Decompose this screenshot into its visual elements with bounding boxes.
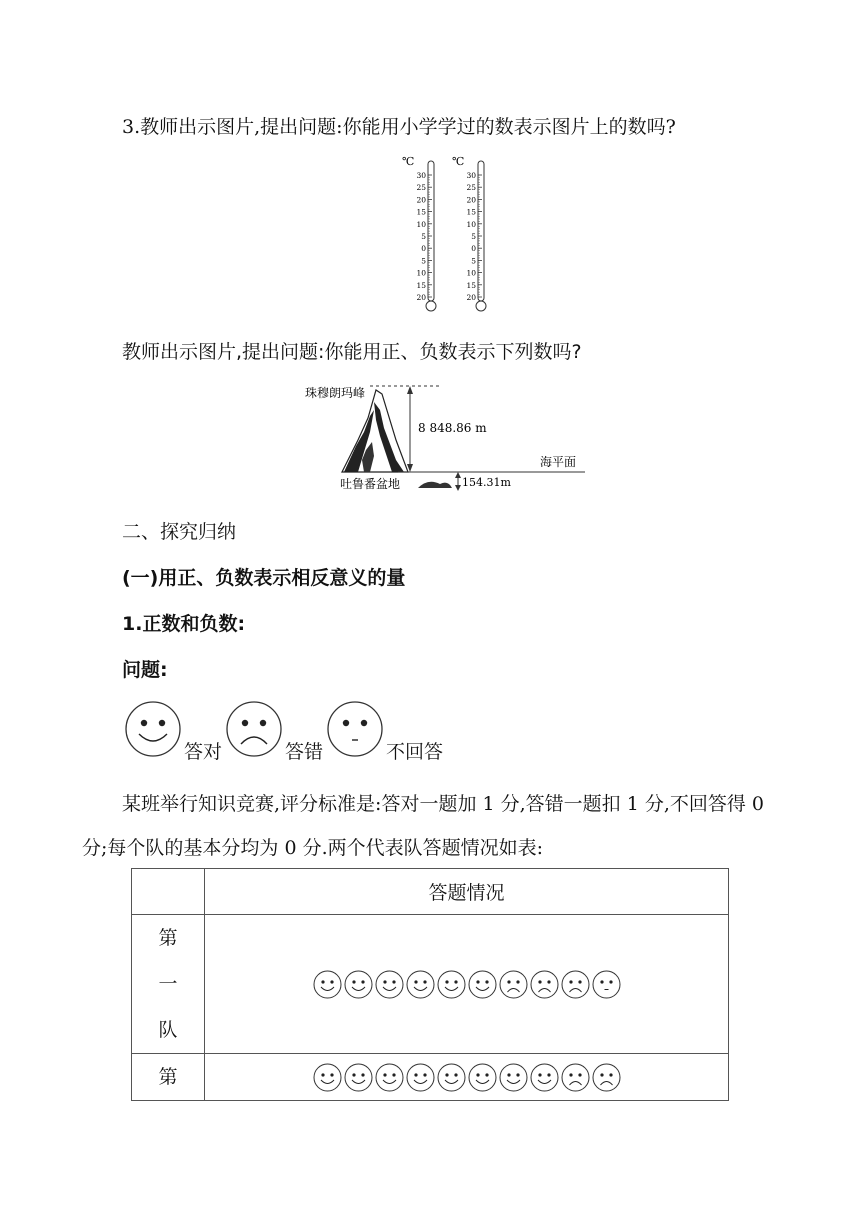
team-2-label [132, 1054, 205, 1101]
team-1-char: 队 [158, 1019, 178, 1041]
answer-table [131, 868, 729, 1101]
thermometer-tick-label: 5 [421, 256, 426, 266]
sea-level-label: 海平面 [540, 455, 577, 469]
thermometer-tick-label: 10 [466, 268, 476, 278]
thermometer-tick-label: 15 [466, 207, 476, 217]
question-3-text: 3.教师出示图片,提出问题:你能用小学学过的数表示图片上的数吗? [122, 116, 676, 138]
thermometer-tick-label: 0 [471, 244, 476, 254]
thermometer-tick-label: 15 [416, 207, 426, 217]
team-2-faces-cell [205, 1054, 729, 1101]
mountain-shape [342, 390, 408, 472]
no-answer-label: 不回答 [386, 741, 444, 763]
thermometer-tick-label: 20 [466, 293, 476, 302]
team-1-faces-cell [205, 915, 729, 1054]
thermometer-tick-label: 30 [466, 171, 476, 180]
thermometer-tick-label: 10 [416, 268, 426, 278]
thermometer-left [402, 155, 436, 311]
thermometer-tick-label: 25 [466, 183, 476, 193]
smile-face-icon [344, 1063, 373, 1092]
neutral-face-icon [592, 970, 621, 999]
question-label: 问题: [122, 659, 168, 681]
team-2-char: 第 [158, 1066, 178, 1088]
frown-face-icon [561, 1063, 590, 1092]
smile-face-icon [406, 1063, 435, 1092]
smile-face-icon [530, 1063, 559, 1092]
thermometer-unit: ℃ [452, 155, 465, 168]
smile-face-icon [344, 970, 373, 999]
frown-face-icon [561, 970, 590, 999]
table-header-answers: 答题情况 [205, 869, 729, 915]
thermometer-tick-label: 30 [416, 171, 426, 180]
point-heading: 1.正数和负数: [122, 613, 246, 635]
thermometer-right [452, 155, 486, 311]
peak-label: 珠穆朗玛峰 [305, 386, 366, 400]
team-1-faces [313, 970, 621, 999]
thermometer-bulb [476, 301, 486, 311]
thermometer-unit: ℃ [402, 155, 415, 168]
table-header-row [132, 869, 729, 915]
smile-face-icon [406, 970, 435, 999]
team-1-char: 一 [158, 973, 178, 995]
thermometer-tick-label: 20 [416, 195, 426, 205]
smile-face-icon [468, 1063, 497, 1092]
table-header-empty [132, 869, 205, 915]
neutral-face-icon [326, 700, 384, 758]
table-row [132, 915, 729, 1054]
smile-face-icon [375, 1063, 404, 1092]
subsection-heading: (一)用正、负数表示相反意义的量 [122, 567, 406, 589]
section-two-heading: 二、探究归纳 [122, 521, 237, 543]
depth-label: 154.31m [462, 476, 511, 489]
smile-face-icon [313, 1063, 342, 1092]
thermometers-figure [396, 155, 496, 315]
thermometer-tick-label: 20 [466, 195, 476, 205]
wrong-label: 答错 [285, 741, 324, 763]
frown-face-icon [530, 970, 559, 999]
thermometer-tick-label: 20 [416, 293, 426, 302]
paragraph-line-2: 分;每个队的基本分均为 0 分.两个代表队答题情况如表: [82, 837, 544, 859]
smile-face-icon [468, 970, 497, 999]
table-row [132, 1054, 729, 1101]
thermometer-tick-label: 0 [421, 244, 426, 254]
height-label: 8 848.86 m [418, 421, 487, 435]
thermometer-tick-label: 5 [471, 232, 476, 241]
thermometer-tick-label: 25 [416, 183, 426, 193]
thermometer-tick-label: 5 [421, 232, 426, 241]
frown-face-icon [592, 1063, 621, 1092]
thermometer-tick-label: 10 [466, 219, 476, 229]
paragraph-line-1: 某班举行知识竞赛,评分标准是:答对一题加 1 分,答错一题扣 1 分,不回答得 0 [122, 793, 764, 815]
mountain-figure [300, 380, 590, 495]
thermometer-tick-label: 15 [416, 280, 426, 290]
thermometer-tick-label: 15 [466, 280, 476, 290]
smile-face-icon [499, 1063, 528, 1092]
team-1-char: 第 [158, 927, 178, 949]
team-2-faces [313, 1063, 621, 1092]
basin-shape [418, 482, 452, 488]
frown-face-icon [499, 970, 528, 999]
team-1-label [132, 915, 205, 1054]
smile-face-icon [437, 1063, 466, 1092]
thermometer-tick-label: 10 [416, 219, 426, 229]
basin-label: 吐鲁番盆地 [340, 477, 401, 491]
smile-face-icon [313, 970, 342, 999]
thermometer-tick-label: 5 [471, 256, 476, 266]
smile-face-icon [124, 700, 182, 758]
frown-face-icon [225, 700, 283, 758]
correct-label: 答对 [184, 741, 223, 763]
smile-face-icon [437, 970, 466, 999]
smile-face-icon [375, 970, 404, 999]
thermometer-bulb [426, 301, 436, 311]
question-pos-neg-text: 教师出示图片,提出问题:你能用正、负数表示下列数吗? [122, 341, 582, 363]
